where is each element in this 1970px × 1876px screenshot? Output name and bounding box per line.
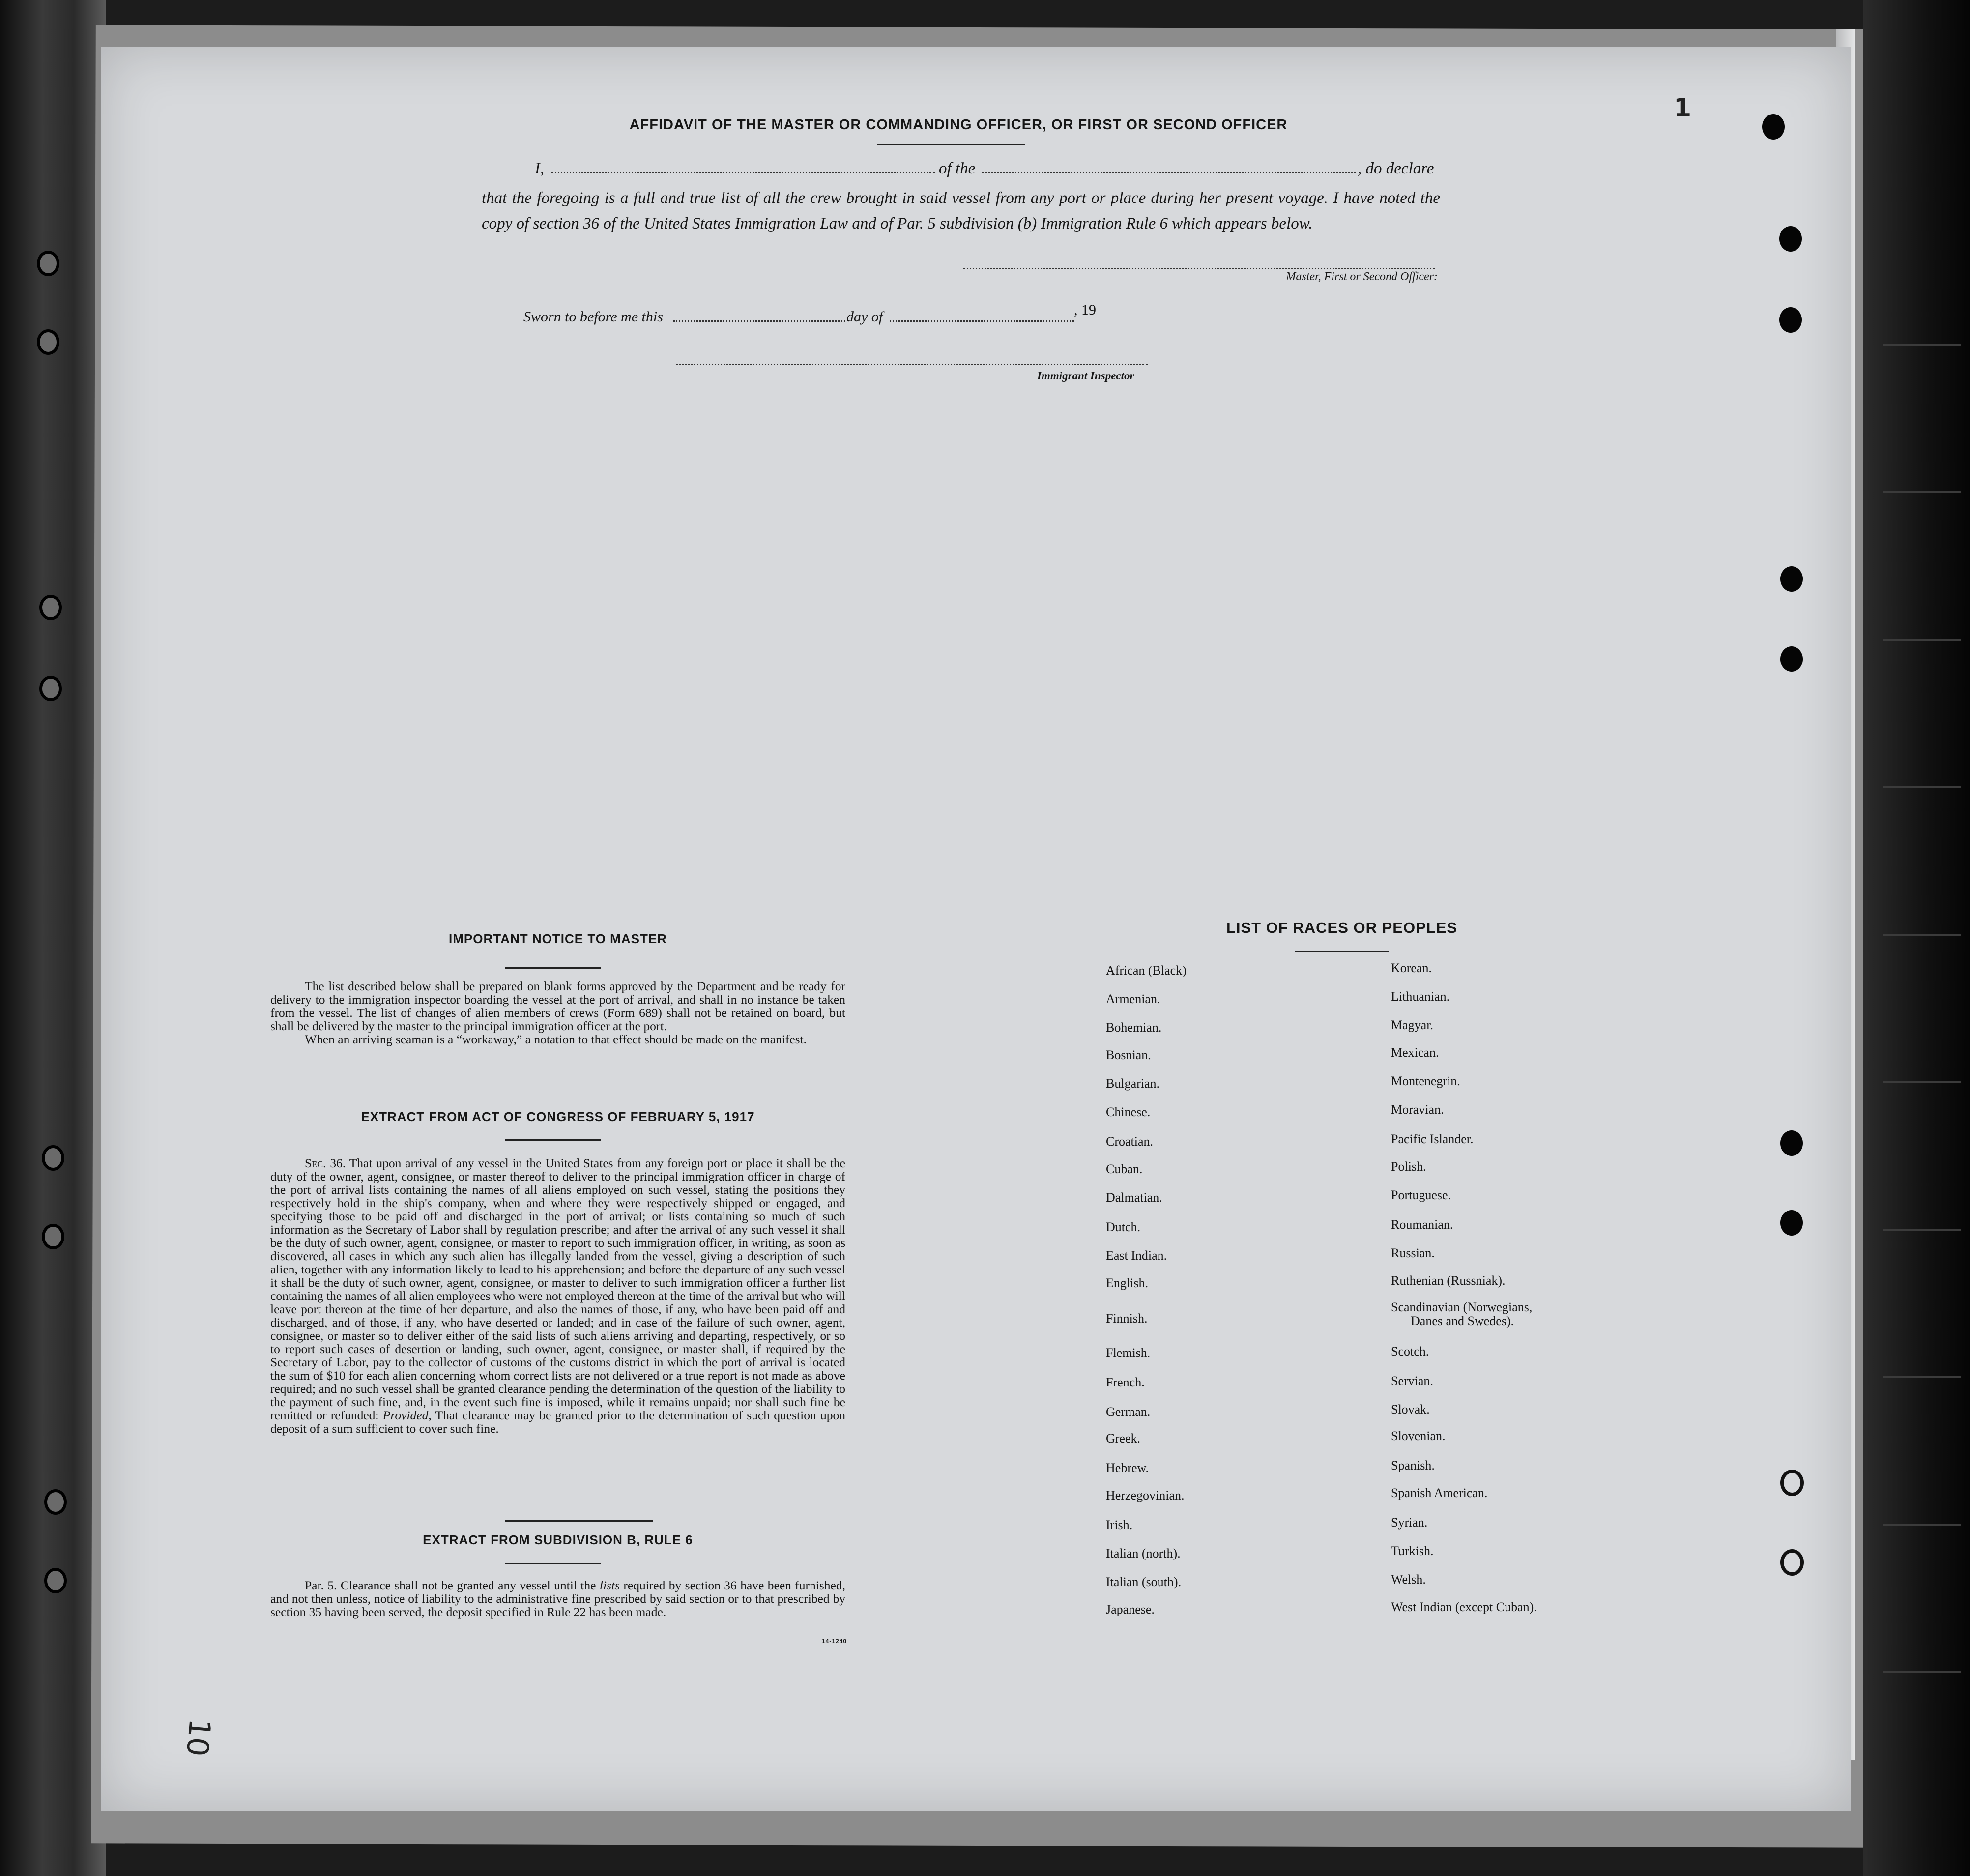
section-text: That upon arrival of any vessel in the United States from any foreign port or place it shall be the duty of the owner, agent, consignee, or master thereof to deliver to the principal immigration officer in charge of the port of arrival lists containing the names of all aliens employed on such vessel, stating the positions they respectively hold in the ship's company, when and where they were respectively shipped or engaged, and specifying those to be paid off and discharged in the port of arrival; or lists containing so much of such information as the Secretary of Labor shall by regulation prescribe; and after the arrival of any such vessel it shall be the duty of such owner, agent, consignee, or master to report to such immigration officer, in writing, as soon as discovered, all cases in which any such alien has illegally landed from the vessel, giving a description of such alien, together with any information likely to lead to his apprehension; and before the departure of any such vessel it shall be the duty of such owner, agent, consignee, or master to deliver to such immigration officer a further list containing the names of all alien employees who were not employed thereon at the time of the arrival but who will leave port thereon at the time of her departure, and also the names of those, if any, who have been paid off and discharged, and of those, if any, who have deserted or landed; and in case of the failure of such owner, agent, consignee, or master so to deliver either of the said lists of such aliens arriving and departing, respectively, or so to report such cases of desertion or landing, such owner, agent, consignee, or master shall, if required by the Secretary of Labor, pay to the collector of customs of the customs district in which the port of arrival is located the sum of $10 for each alien concerning whom correct lists are not delivered or a true report is not made as above required; and no such vessel shall be granted clearance pending the determination of the question of the liability to the payment of such fine, and, in the event such fine is imposed, while it remains unpaid; nor shall such fine be remitted or refunded: — [270, 1156, 845, 1422]
inspector-label: Immigrant Inspector — [1037, 370, 1134, 382]
section-text-end: That clearance may be granted prior to the determination of such question upon deposit of a sum sufficient to cover such fine. — [270, 1408, 845, 1436]
section-label: Sec. 36. — [305, 1156, 346, 1170]
rule-text: Par. 5. Clearance shall not be granted any vessel until the — [305, 1578, 600, 1592]
binder-hole — [39, 676, 62, 701]
race-item: Polish. — [1391, 1159, 1426, 1174]
race-item: Korean. — [1391, 961, 1432, 975]
race-item: Pacific Islander. — [1391, 1132, 1474, 1146]
rule-separator — [505, 1520, 653, 1522]
race-item: Finnish. — [1106, 1311, 1148, 1326]
races-title: LIST OF RACES OR PEOPLES — [1226, 919, 1458, 936]
handwritten-margin-mark: 10 — [179, 1717, 217, 1758]
extract-act-title: EXTRACT FROM ACT OF CONGRESS OF FEBRUARY 5, 1917 — [361, 1109, 755, 1124]
race-item: Cuban. — [1106, 1162, 1143, 1176]
race-item: Syrian. — [1391, 1515, 1428, 1530]
race-item: English. — [1106, 1276, 1148, 1290]
race-item: Italian (south). — [1106, 1575, 1182, 1589]
race-item: Irish. — [1106, 1518, 1133, 1532]
race-item: French. — [1106, 1375, 1145, 1389]
extract-act-underline — [505, 1139, 601, 1141]
race-item: Hebrew. — [1106, 1461, 1149, 1475]
affidavit-of-the-label: of the — [939, 160, 976, 177]
race-item: Spanish American. — [1391, 1486, 1488, 1500]
race-item: Croatian. — [1106, 1134, 1154, 1149]
race-item: Montenegrin. — [1391, 1074, 1460, 1088]
affidavit-i-label: I, — [535, 160, 545, 177]
race-item: Dutch. — [1106, 1220, 1141, 1234]
race-item: Greek. — [1106, 1431, 1141, 1445]
punch-hole — [1780, 566, 1803, 592]
race-item: Mexican. — [1391, 1045, 1439, 1060]
race-item: Turkish. — [1391, 1544, 1434, 1558]
binder-left-strip — [0, 0, 106, 1876]
title-underline — [877, 144, 1025, 145]
race-item: Magyar. — [1391, 1018, 1433, 1032]
notice-text — [270, 980, 845, 1046]
race-item: Armenian. — [1106, 992, 1160, 1006]
race-item: German. — [1106, 1405, 1151, 1419]
race-item: Dalmatian. — [1106, 1190, 1162, 1205]
binder-hole — [37, 329, 59, 355]
race-item: Slovak. — [1391, 1402, 1430, 1416]
punch-hole — [1779, 226, 1802, 252]
sworn-month-field[interactable] — [890, 320, 1074, 322]
punch-hole — [1780, 1210, 1803, 1236]
right-background-strip — [1863, 0, 1970, 1876]
race-item: Scandinavian (Norwegians, — [1391, 1300, 1533, 1314]
binder-hole — [44, 1489, 67, 1515]
inspector-signature-field[interactable] — [676, 364, 1148, 365]
race-item: Roumanian. — [1391, 1217, 1453, 1232]
vessel-name-field[interactable] — [982, 172, 1356, 173]
race-item: Lithuanian. — [1391, 989, 1450, 1004]
binder-hole — [42, 1224, 64, 1249]
punch-hole — [1779, 307, 1802, 333]
notice-paragraph: The list described below shall be prepared on blank forms approved by the Department and be ready for delivery to the immigration inspector boarding the vessel at the port of arrival, and shall in no instance be taken from the vessel. The list of changes of alien members of crews (Form 689) shall not be retained on board, but shall be delivered by the master to the principal immigration officer at the port. — [270, 979, 845, 1033]
race-item: East Indian. — [1106, 1248, 1167, 1263]
extract-rule-text — [270, 1579, 845, 1618]
binder-hole — [37, 251, 59, 276]
do-declare-label: , do declare — [1358, 160, 1434, 177]
race-item: Ruthenian (Russniak). — [1391, 1273, 1506, 1288]
sworn-day-field[interactable] — [673, 320, 845, 322]
punch-hole — [1780, 646, 1803, 672]
punch-hole — [1780, 1549, 1804, 1576]
race-item: Portuguese. — [1391, 1188, 1451, 1202]
race-item: Russian. — [1391, 1246, 1435, 1260]
race-item-continuation: Danes and Swedes). — [1411, 1314, 1514, 1328]
master-name-field[interactable] — [551, 172, 935, 173]
race-item: Flemish. — [1106, 1346, 1151, 1360]
race-item: Bulgarian. — [1106, 1076, 1160, 1091]
race-item: Moravian. — [1391, 1102, 1444, 1117]
race-item: African (Black) — [1106, 963, 1187, 978]
punch-hole — [1780, 1470, 1804, 1496]
lists-word: lists — [599, 1578, 620, 1592]
race-item: Japanese. — [1106, 1602, 1155, 1616]
provided-word: Provided, — [382, 1408, 432, 1422]
notice-paragraph: When an arriving seaman is a “workaway,” a notation to that effect should be made on the manifest. — [305, 1032, 807, 1046]
binder-hole — [39, 595, 62, 620]
extract-act-text — [270, 1156, 845, 1435]
race-item: Herzegovinian. — [1106, 1488, 1185, 1502]
race-item: Bosnian. — [1106, 1048, 1151, 1062]
year-prefix: , 19 — [1074, 302, 1096, 318]
form-number: 14-1240 — [822, 1638, 847, 1645]
race-item: Bohemian. — [1106, 1020, 1162, 1035]
notice-underline — [505, 967, 601, 969]
affidavit-title: AFFIDAVIT OF THE MASTER OR COMMANDING OFFICER, OR FIRST OR SECOND OFFICER — [629, 117, 1288, 133]
affidavit-declaration: that the foregoing is a full and true list of all the crew brought in said vessel from any port or place during her present voyage. I have noted the copy of section 36 of the United States Immigration Law and of Par. 5 subdivision (b) Immigration Rule 6 which appears below. — [482, 189, 1440, 232]
race-item: Italian (north). — [1106, 1546, 1181, 1560]
punch-hole — [1780, 1130, 1803, 1156]
race-item: Servian. — [1391, 1374, 1433, 1388]
extract-rule-title: EXTRACT FROM SUBDIVISION B, RULE 6 — [423, 1532, 693, 1547]
page-number-mark: 1 — [1674, 93, 1692, 123]
race-item: Chinese. — [1106, 1105, 1151, 1119]
binder-hole — [44, 1568, 67, 1593]
races-underline — [1295, 951, 1389, 952]
day-of-label: day of — [846, 309, 883, 325]
race-item: Welsh. — [1391, 1572, 1426, 1587]
extract-rule-underline — [505, 1563, 601, 1564]
rule-text-end: required by section 36 have been furnished, and not then unless, notice of liability to the administrative fine prescribed by said section or to that prescribed by section 35 having been served, the deposit specified in Rule 22 has been made. — [270, 1578, 845, 1619]
binder-hole — [42, 1145, 64, 1171]
race-item: Spanish. — [1391, 1458, 1435, 1472]
race-item: West Indian (except Cuban). — [1391, 1600, 1537, 1614]
punch-hole — [1762, 114, 1785, 140]
sworn-label: Sworn to before me this — [523, 309, 663, 325]
race-item: Slovenian. — [1391, 1429, 1446, 1443]
master-signature-label: Master, First or Second Officer: — [1286, 270, 1438, 283]
notice-title: IMPORTANT NOTICE TO MASTER — [449, 931, 667, 946]
race-item: Scotch. — [1391, 1344, 1429, 1358]
master-signature-field[interactable] — [963, 268, 1435, 269]
